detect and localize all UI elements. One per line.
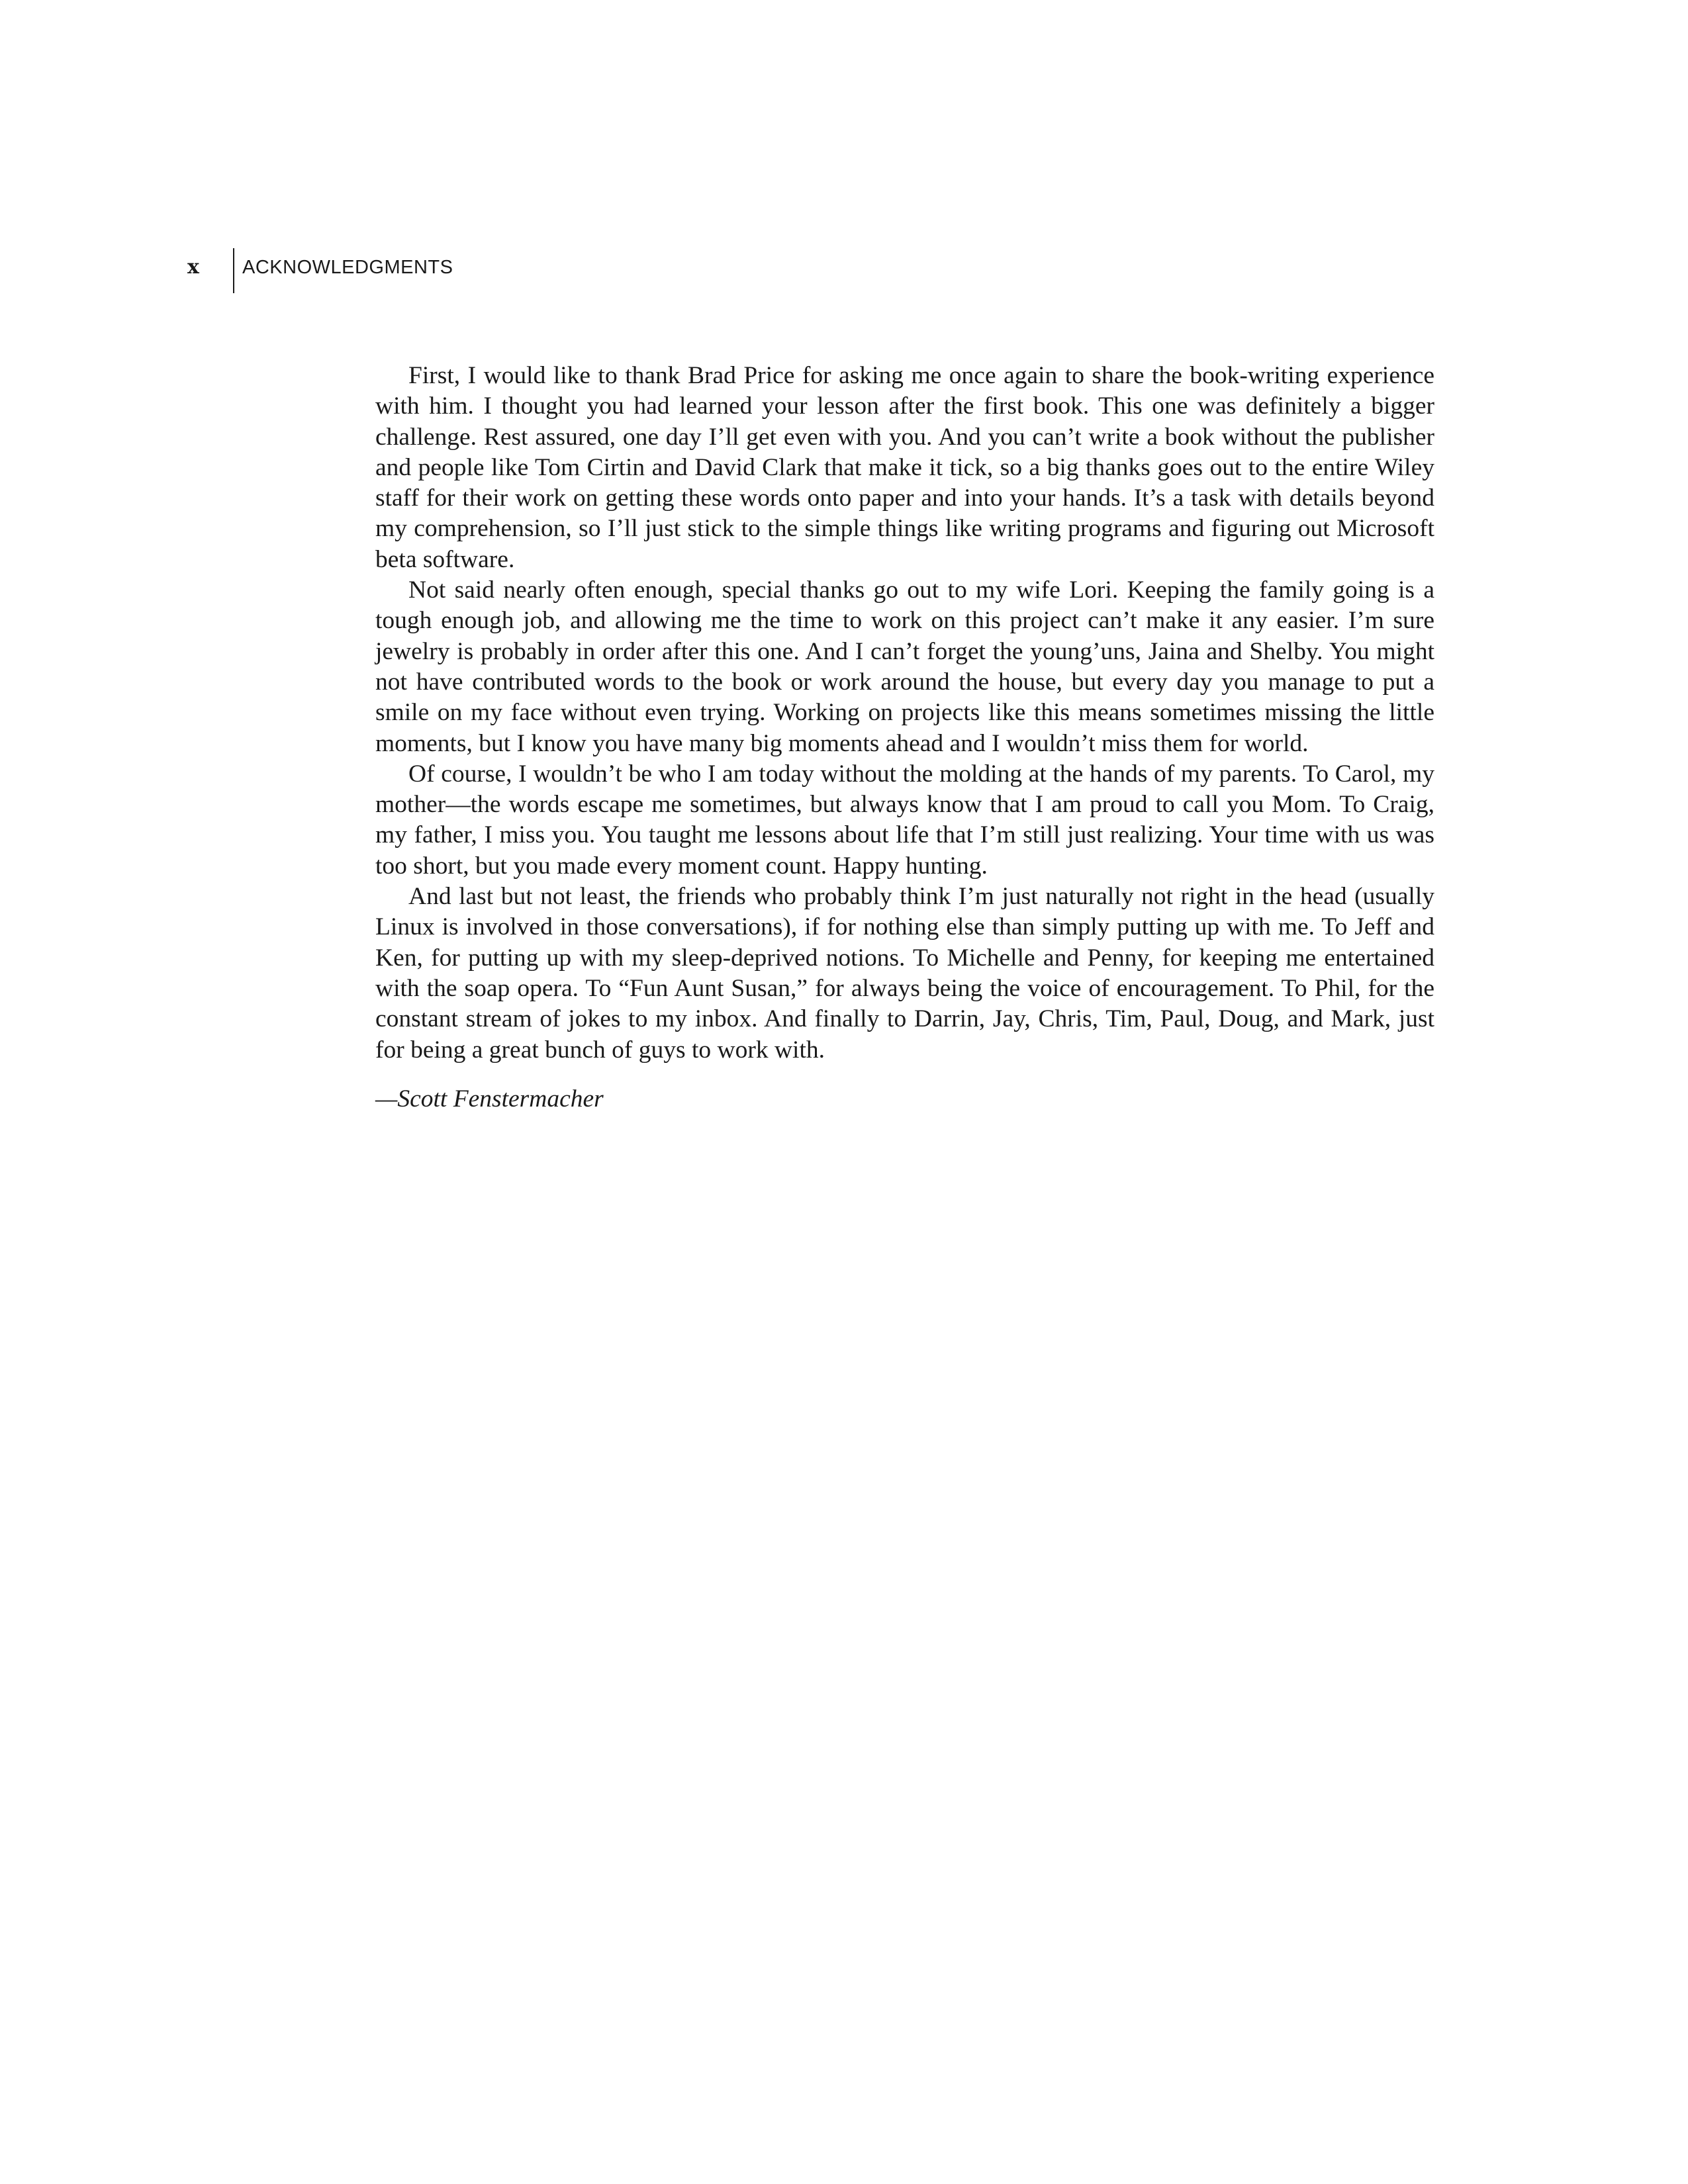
header-divider [233,248,234,293]
acknowledgments-body [375,361,1434,1115]
paragraph-4: And last but not least, the friends who probably think I’m just naturally not right in the head (usually Linux is involved in those conversations), if for nothing else than simply putting up with me. To Jeff and Ken, for putting up with my sleep-deprived notions. To Michelle and Penny, for keeping me entertained with the soap opera. To “Fun Aunt Susan,” for always being the voice of encouragement. To Phil, for the constant stream of jokes to my inbox. And finally to Darrin, Jay, Chris, Tim, Paul, Doug, and Mark, just for being a great bunch of guys to work with. [375,883,1434,1064]
page-number: x [187,255,199,279]
section-title: ACKNOWLEDGMENTS [242,257,453,278]
author-signature: —Scott Fenstermacher [375,1085,604,1113]
paragraph-3: Of course, I wouldn’t be who I am today without the molding at the hands of my parents. To Carol, my mother—the words escape me sometimes, but always know that I am proud to call you Mom. To Craig, my father, I miss you. You taught me lessons about life that I’m still just realizing. Your time with us was too short, but you made every moment count. Happy hunting. [375,760,1434,880]
paragraph-1: First, I would like to thank Brad Price for asking me once again to share the book-writing experience with him. I thought you had learned your lesson after the first book. This one was definitely a bigger challenge. Rest assured, one day I’ll get even with you. And you can’t write a book without the publisher and people like Tom Cirtin and David Clark that make it tick, so a big thanks goes out to the entire Wiley staff for their work on getting these words onto paper and into your hands. It’s a task with details beyond my comprehension, so I’ll just stick to the simple things like writing programs and figuring out Microsoft beta software. [375,362,1434,573]
paragraph-2: Not said nearly often enough, special thanks go out to my wife Lori. Keeping the family going is a tough enough job, and allowing me the time to work on this project can’t make it any easier. I’m sure jewelry is probably in order after this one. And I can’t forget the young’uns, Jaina and Shelby. You might not have contributed words to the book or work around the house, but every day you manage to put a smile on my face without even trying. Working on projects like this means sometimes missing the little moments, but I know you have many big moments ahead and I wouldn’t miss them for world. [375,576,1434,757]
